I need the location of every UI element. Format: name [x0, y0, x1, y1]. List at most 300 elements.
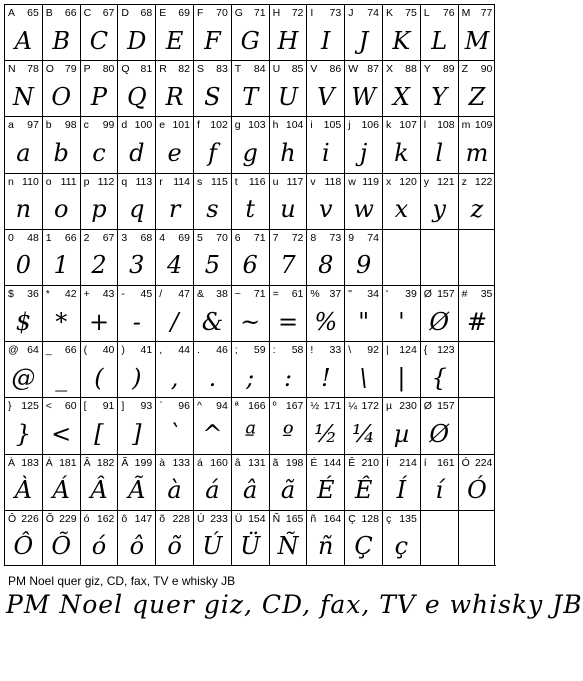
grid-border-right [494, 4, 495, 566]
glyph-char: ç [386, 512, 392, 525]
glyph-code: 68 [140, 7, 153, 19]
glyph-sample: " [358, 307, 370, 336]
glyph-code: 128 [361, 512, 379, 525]
glyph-code: 71 [253, 288, 266, 300]
glyph-sample: u [280, 195, 296, 224]
glyph-sample: ó [91, 532, 107, 561]
glyph-code: 97 [27, 119, 39, 132]
glyph-sample: À [14, 476, 33, 505]
glyph-sample: , [170, 363, 179, 392]
glyph-label [273, 456, 304, 470]
glyph-char: h [272, 119, 279, 132]
glyph-sample: $ [15, 307, 32, 336]
glyph-cell [4, 510, 42, 566]
glyph-cell [117, 510, 155, 566]
glyph-code: 117 [286, 175, 304, 188]
glyph-label [84, 456, 115, 470]
glyph-label [424, 343, 455, 357]
glyph-char: Ç [348, 512, 356, 525]
glyph-char: q [121, 175, 128, 188]
glyph-cell [155, 397, 193, 453]
glyph-label [197, 118, 228, 132]
glyph-sample: º [282, 419, 294, 448]
glyph-char: L [423, 7, 430, 19]
glyph-code: 93 [140, 400, 153, 413]
glyph-label [197, 175, 228, 189]
glyph-label [462, 175, 493, 189]
glyph-cell [193, 510, 231, 566]
glyph-sample: o [53, 195, 69, 224]
glyph-char: . [197, 344, 200, 357]
glyph-label [348, 287, 379, 301]
glyph-code: 48 [27, 231, 39, 244]
glyph-code: 100 [134, 119, 153, 132]
glyph-label [46, 62, 77, 76]
glyph-sample: % [314, 307, 338, 336]
glyph-label [462, 118, 493, 132]
glyph-sample: ) [132, 363, 142, 392]
glyph-cell [231, 60, 269, 116]
glyph-char: 8 [310, 231, 317, 244]
glyph-label [84, 399, 115, 413]
glyph-code: 66 [64, 344, 77, 357]
glyph-char: Â [83, 456, 91, 469]
empty-cell [458, 397, 496, 453]
glyph-sample: ; [246, 363, 255, 392]
glyph-code: 171 [323, 400, 342, 413]
glyph-char: y [423, 175, 430, 188]
glyph-sample: Ø [429, 419, 450, 448]
glyph-char: ) [121, 344, 125, 357]
glyph-label [159, 287, 190, 301]
glyph-label [121, 512, 152, 526]
glyph-cell [117, 4, 155, 60]
glyph-cell [42, 173, 80, 229]
glyph-cell [80, 116, 118, 172]
glyph-char: e [159, 119, 166, 132]
glyph-sample: ª [244, 419, 256, 448]
glyph-cell [306, 397, 344, 453]
glyph-char: l [423, 119, 427, 132]
glyph-label [121, 287, 152, 301]
glyph-code: 78 [27, 63, 39, 76]
glyph-sample: v [319, 195, 333, 224]
glyph-sample: @ [11, 363, 36, 392]
glyph-sample: â [243, 476, 258, 505]
glyph-sample: n [15, 195, 32, 224]
glyph-code: 71 [253, 231, 266, 244]
glyph-char: V [310, 63, 318, 76]
glyph-label [424, 118, 455, 132]
glyph-code: 144 [323, 456, 342, 469]
glyph-cell [269, 397, 307, 453]
glyph-sample: [ [94, 419, 104, 448]
glyph-cell [80, 4, 118, 60]
glyph-char: i [310, 119, 313, 132]
glyph-char: í [423, 456, 427, 469]
glyph-code: 113 [135, 175, 153, 188]
glyph-sample: < [51, 419, 72, 448]
glyph-label [46, 287, 77, 301]
glyph-cell [117, 173, 155, 229]
glyph-sample: d [129, 138, 145, 167]
glyph-label [46, 343, 77, 357]
glyph-sample: t [245, 195, 256, 224]
glyph-label [310, 118, 341, 132]
glyph-code: 105 [323, 119, 342, 132]
glyph-code: 114 [173, 175, 190, 188]
glyph-sample: 5 [204, 251, 221, 280]
glyph-cell [231, 341, 269, 397]
glyph-sample: ñ [318, 532, 334, 561]
glyph-char: Y [423, 63, 431, 76]
glyph-cell [193, 116, 231, 172]
glyph-label [46, 231, 77, 245]
glyph-code: 103 [248, 119, 266, 132]
glyph-sample: * [55, 307, 68, 336]
glyph-label [235, 62, 266, 76]
glyph-code: 65 [27, 7, 39, 19]
glyph-cell [42, 397, 80, 453]
glyph-sample: l [435, 138, 444, 167]
glyph-code: 118 [324, 175, 342, 188]
glyph-code: 229 [59, 512, 77, 525]
glyph-char: 2 [83, 231, 90, 244]
glyph-char: Ó [461, 456, 470, 469]
glyph-label [273, 62, 304, 76]
glyph-label [386, 512, 417, 526]
glyph-code: 59 [253, 344, 266, 357]
glyph-sample: / [170, 307, 179, 336]
glyph-label [386, 175, 417, 189]
glyph-sample: Õ [51, 532, 72, 561]
glyph-cell [344, 397, 382, 453]
glyph-label [235, 287, 266, 301]
glyph-char: a [8, 119, 14, 132]
glyph-cell [420, 4, 458, 60]
glyph-cell [344, 341, 382, 397]
glyph-cell [42, 4, 80, 60]
empty-cell [420, 229, 458, 285]
glyph-code: 90 [480, 63, 493, 76]
glyph-label [8, 343, 39, 357]
glyph-sample: 2 [91, 251, 107, 280]
glyph-sample: | [397, 363, 406, 392]
glyph-sample: i [321, 138, 330, 167]
glyph-code: 37 [329, 288, 342, 300]
glyph-label [386, 343, 417, 357]
glyph-cell [117, 454, 155, 510]
glyph-sample: Y [431, 82, 448, 111]
glyph-label [310, 231, 341, 245]
glyph-label [8, 118, 39, 132]
glyph-cell [231, 173, 269, 229]
glyph-code: 135 [399, 512, 417, 525]
glyph-label [46, 118, 77, 132]
glyph-label [84, 62, 115, 76]
empty-cell [458, 510, 496, 566]
glyph-cell [193, 173, 231, 229]
sample-script-text: PM Noel quer giz, CD, fax, TV e whisky JB [6, 590, 583, 619]
glyph-code: 92 [367, 344, 379, 357]
glyph-code: 69 [178, 231, 190, 244]
glyph-char: Ê [348, 456, 356, 469]
glyph-grid [4, 4, 496, 566]
glyph-code: 87 [367, 63, 379, 76]
glyph-char: Õ [45, 512, 54, 525]
glyph-code: 84 [253, 63, 266, 76]
glyph-code: 111 [60, 175, 77, 188]
glyph-code: 124 [399, 344, 417, 357]
glyph-sample: Ê [354, 476, 373, 505]
glyph-label [84, 6, 115, 20]
glyph-code: 112 [97, 175, 115, 188]
glyph-cell [306, 60, 344, 116]
glyph-label [197, 6, 228, 20]
glyph-label [121, 62, 152, 76]
glyph-char: D [121, 7, 129, 19]
glyph-label [121, 118, 152, 132]
glyph-char: º [272, 400, 277, 413]
glyph-sample: e [167, 138, 182, 167]
glyph-char: É [310, 456, 318, 469]
glyph-sample: h [280, 138, 296, 167]
glyph-code: 183 [21, 456, 39, 469]
glyph-cell [80, 454, 118, 510]
empty-cell [458, 229, 496, 285]
glyph-char: : [272, 344, 276, 357]
glyph-cell [80, 60, 118, 116]
glyph-sample: W [351, 82, 376, 111]
glyph-char: [ [83, 400, 87, 413]
glyph-sample: x [394, 195, 409, 224]
glyph-code: 67 [102, 231, 115, 244]
glyph-cell [42, 229, 80, 285]
glyph-code: 172 [361, 400, 379, 413]
glyph-label [235, 343, 266, 357]
glyph-cell [4, 173, 42, 229]
glyph-cell [420, 397, 458, 453]
glyph-code: 68 [140, 231, 153, 244]
glyph-cell [269, 116, 307, 172]
grid-border-bottom [4, 565, 496, 566]
glyph-cell [231, 116, 269, 172]
glyph-cell [344, 116, 382, 172]
glyph-cell [4, 60, 42, 116]
glyph-label [159, 512, 190, 526]
glyph-sample: Ø [429, 307, 450, 336]
glyph-sample: ã [280, 476, 296, 505]
glyph-cell [4, 285, 42, 341]
glyph-sample: c [92, 138, 106, 167]
glyph-code: 94 [216, 400, 228, 413]
glyph-label [8, 287, 39, 301]
glyph-cell [231, 285, 269, 341]
glyph-cell [382, 173, 420, 229]
glyph-char: ½ [310, 400, 320, 413]
glyph-cell [193, 397, 231, 453]
glyph-sample: : [283, 363, 293, 392]
glyph-cell [193, 229, 231, 285]
glyph-code: 33 [329, 344, 342, 357]
glyph-code: 121 [437, 175, 455, 188]
glyph-char: K [386, 7, 394, 19]
glyph-sample: f [207, 138, 217, 167]
glyph-label [159, 343, 190, 357]
glyph-code: 91 [102, 400, 115, 413]
glyph-code: 161 [437, 456, 455, 469]
glyph-sample: T [242, 82, 259, 111]
glyph-label [462, 456, 493, 470]
glyph-char: Ü [234, 512, 243, 525]
glyph-cell [80, 285, 118, 341]
glyph-sample: - [132, 307, 141, 336]
glyph-cell [80, 173, 118, 229]
glyph-sample: Á [52, 476, 70, 505]
glyph-char: R [159, 63, 167, 76]
glyph-label [386, 62, 417, 76]
glyph-code: 108 [437, 119, 455, 132]
glyph-label [424, 62, 455, 76]
glyph-label [8, 456, 39, 470]
glyph-char: - [121, 288, 125, 300]
glyph-char: Í [386, 456, 389, 469]
glyph-cell [231, 229, 269, 285]
glyph-char: ' [386, 288, 389, 300]
glyph-sample: q [129, 195, 145, 224]
glyph-code: 67 [102, 7, 115, 19]
glyph-label [235, 118, 266, 132]
glyph-label [310, 62, 341, 76]
glyph-sample: ç [394, 532, 409, 561]
glyph-char: E [159, 7, 167, 19]
glyph-char: + [83, 288, 90, 300]
glyph-char: Á [45, 456, 53, 469]
glyph-label [273, 6, 304, 20]
glyph-char: N [8, 63, 16, 76]
glyph-label [159, 175, 190, 189]
glyph-sample: m [465, 138, 489, 167]
glyph-code: 46 [216, 344, 228, 357]
empty-cell [420, 510, 458, 566]
glyph-cell [155, 4, 193, 60]
glyph-cell [382, 341, 420, 397]
glyph-label [159, 231, 190, 245]
glyph-code: 70 [216, 231, 228, 244]
glyph-code: 40 [102, 344, 115, 357]
glyph-char: # [461, 288, 468, 300]
glyph-cell [231, 454, 269, 510]
glyph-char: X [386, 63, 394, 76]
glyph-label [348, 512, 379, 526]
glyph-cell [458, 173, 496, 229]
glyph-label [84, 512, 115, 526]
glyph-code: 66 [64, 7, 77, 19]
glyph-label [84, 287, 115, 301]
glyph-cell [4, 341, 42, 397]
glyph-cell [269, 454, 307, 510]
glyph-char: o [45, 175, 52, 188]
glyph-sample: ` [168, 419, 181, 448]
glyph-sample: = [277, 307, 299, 336]
glyph-char: | [386, 344, 389, 357]
glyph-sample: } [15, 419, 32, 448]
glyph-sample: E [165, 26, 184, 55]
glyph-cell [382, 4, 420, 60]
glyph-label [273, 231, 304, 245]
glyph-sample: ] [132, 419, 142, 448]
glyph-char: " [348, 288, 352, 300]
glyph-label [121, 231, 152, 245]
glyph-label [8, 399, 39, 413]
glyph-label [8, 512, 39, 526]
glyph-code: 106 [361, 119, 379, 132]
glyph-sample: N [12, 82, 34, 111]
glyph-sample: O [51, 82, 72, 111]
glyph-char: ñ [310, 512, 317, 525]
glyph-char: 4 [159, 231, 166, 244]
glyph-label [273, 512, 304, 526]
glyph-label [310, 287, 341, 301]
glyph-char: g [234, 119, 241, 132]
glyph-label [121, 456, 152, 470]
glyph-char: ; [234, 344, 238, 357]
glyph-code: 131 [248, 456, 266, 469]
glyph-code: 64 [27, 344, 39, 357]
glyph-cell [269, 173, 307, 229]
glyph-code: 74 [367, 231, 379, 244]
glyph-code: 125 [21, 400, 39, 413]
glyph-cell [382, 116, 420, 172]
glyph-sample: 9 [355, 251, 372, 280]
glyph-cell [458, 116, 496, 172]
glyph-label [235, 512, 266, 526]
glyph-code: 72 [291, 231, 304, 244]
glyph-char: ô [121, 512, 128, 525]
glyph-label [8, 6, 39, 20]
glyph-char: ã [272, 456, 279, 469]
glyph-code: 120 [399, 175, 417, 188]
glyph-char: U [272, 63, 281, 76]
glyph-sample: ! [320, 363, 331, 392]
glyph-char: ! [310, 344, 314, 357]
glyph-sample: I [321, 26, 331, 55]
glyph-cell [42, 116, 80, 172]
glyph-char: ó [83, 512, 90, 525]
glyph-code: 110 [22, 175, 39, 188]
glyph-char: j [348, 119, 351, 132]
glyph-code: 102 [210, 119, 228, 132]
glyph-char: G [234, 7, 243, 19]
glyph-code: 167 [285, 400, 304, 413]
glyph-label [310, 343, 341, 357]
glyph-char: C [83, 7, 92, 19]
glyph-cell [269, 60, 307, 116]
glyph-label [159, 6, 190, 20]
glyph-code: 41 [140, 344, 153, 357]
glyph-cell [155, 60, 193, 116]
glyph-char: = [272, 288, 279, 300]
glyph-char: u [272, 175, 279, 188]
glyph-char: Q [121, 63, 130, 76]
glyph-label [159, 62, 190, 76]
glyph-label [197, 287, 228, 301]
glyph-cell [420, 60, 458, 116]
glyph-sample: Í [396, 476, 407, 505]
glyph-char: I [310, 7, 314, 19]
glyph-cell [344, 173, 382, 229]
glyph-sample: Q [126, 82, 147, 111]
